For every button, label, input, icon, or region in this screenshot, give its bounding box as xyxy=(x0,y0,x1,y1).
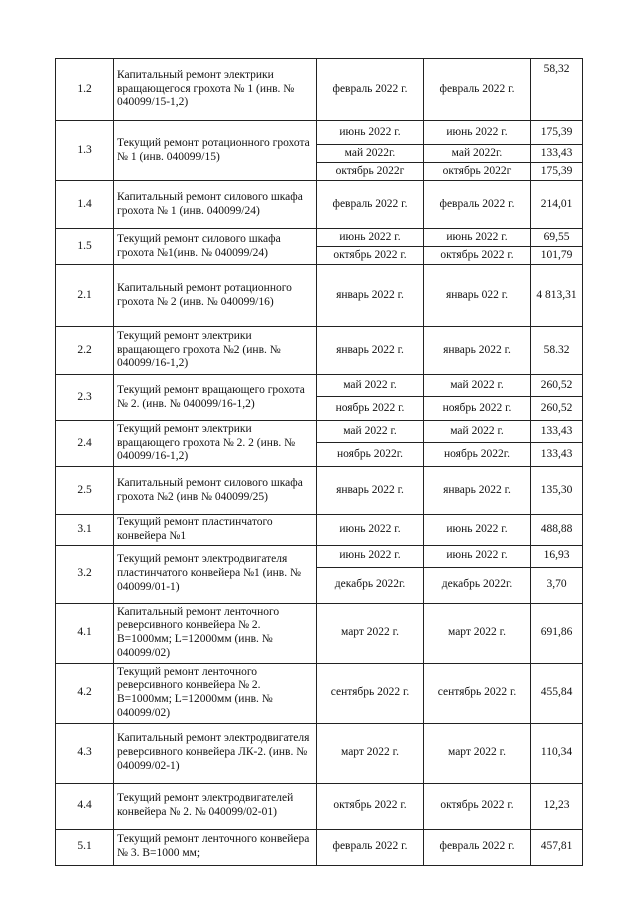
start-date: май 2022 г. xyxy=(317,421,424,443)
cost-value: 4 813,31 xyxy=(531,265,583,327)
row-number: 1.2 xyxy=(56,59,114,121)
table-row xyxy=(56,181,583,229)
table-row xyxy=(56,121,583,145)
end-date: июнь 2022 г. xyxy=(424,545,531,567)
work-description: Текущий ремонт вращающего грохота № 2. (инв. № 040099/16-1,2) xyxy=(114,375,317,421)
start-date: февраль 2022 г. xyxy=(317,829,424,865)
start-date: январь 2022 г. xyxy=(317,467,424,515)
cost-value: 135,30 xyxy=(531,467,583,515)
work-description: Капитальный ремонт электрики вращающегося грохота № 1 (инв. № 040099/15-1,2) xyxy=(114,59,317,121)
cost-value: 260,52 xyxy=(531,397,583,421)
row-number: 1.3 xyxy=(56,121,114,181)
start-date: октябрь 2022 г. xyxy=(317,247,424,265)
cost-value: 12,23 xyxy=(531,783,583,829)
end-date: февраль 2022 г. xyxy=(424,59,531,121)
row-number: 3.1 xyxy=(56,515,114,546)
table-row xyxy=(56,603,583,663)
end-date: июнь 2022 г. xyxy=(424,121,531,145)
table-row xyxy=(56,327,583,375)
row-number: 4.3 xyxy=(56,723,114,783)
work-description: Текущий ремонт ленточного реверсивного конвейера № 2. В=1000мм; L=12000мм (инв. № 040099/02) xyxy=(114,663,317,723)
row-number: 4.1 xyxy=(56,603,114,663)
start-date: январь 2022 г. xyxy=(317,327,424,375)
table-row xyxy=(56,723,583,783)
start-date: июнь 2022 г. xyxy=(317,121,424,145)
end-date: январь 2022 г. xyxy=(424,467,531,515)
work-description: Текущий ремонт электродвигателя пластинчатого конвейера №1 (инв. № 040099/01-1) xyxy=(114,545,317,603)
start-date: декабрь 2022г. xyxy=(317,567,424,603)
table-row xyxy=(56,421,583,443)
table-body xyxy=(56,59,583,866)
cost-value: 133,43 xyxy=(531,145,583,163)
work-description: Капитальный ремонт ротационного грохота № 2 (инв. № 040099/16) xyxy=(114,265,317,327)
table-row xyxy=(56,783,583,829)
row-number: 4.4 xyxy=(56,783,114,829)
work-description: Текущий ремонт электрики вращающего грохота №2 (инв. № 040099/16-1,2) xyxy=(114,327,317,375)
end-date: март 2022 г. xyxy=(424,603,531,663)
start-date: октябрь 2022 г. xyxy=(317,783,424,829)
end-date: январь 2022 г. xyxy=(424,327,531,375)
cost-value: 58.32 xyxy=(531,327,583,375)
work-description: Текущий ремонт электродвигателей конвейера № 2. № 040099/02-01) xyxy=(114,783,317,829)
repair-schedule-table xyxy=(55,58,583,866)
start-date: октябрь 2022г xyxy=(317,163,424,181)
cost-value: 16,93 xyxy=(531,545,583,567)
end-date: февраль 2022 г. xyxy=(424,181,531,229)
cost-value: 69,55 xyxy=(531,229,583,247)
row-number: 2.5 xyxy=(56,467,114,515)
work-description: Текущий ремонт ротационного грохота № 1 (инв. 040099/15) xyxy=(114,121,317,181)
cost-value: 455,84 xyxy=(531,663,583,723)
cost-value: 133,43 xyxy=(531,421,583,443)
cost-value: 175,39 xyxy=(531,121,583,145)
row-number: 2.2 xyxy=(56,327,114,375)
start-date: февраль 2022 г. xyxy=(317,59,424,121)
row-number: 2.3 xyxy=(56,375,114,421)
row-number: 2.1 xyxy=(56,265,114,327)
start-date: июнь 2022 г. xyxy=(317,545,424,567)
cost-value: 488,88 xyxy=(531,515,583,546)
start-date: ноябрь 2022 г. xyxy=(317,397,424,421)
work-description: Капитальный ремонт ленточного реверсивного конвейера № 2. В=1000мм; L=12000мм (инв. № 040099/02) xyxy=(114,603,317,663)
end-date: июнь 2022 г. xyxy=(424,229,531,247)
start-date: март 2022 г. xyxy=(317,723,424,783)
work-description: Капитальный ремонт электродвигателя реверсивного конвейера ЛК-2. (инв. № 040099/02-1) xyxy=(114,723,317,783)
cost-value: 58,32 xyxy=(531,59,583,121)
cost-value: 214,01 xyxy=(531,181,583,229)
table-row xyxy=(56,467,583,515)
start-date: июнь 2022 г. xyxy=(317,515,424,546)
start-date: январь 2022 г. xyxy=(317,265,424,327)
work-description: Текущий ремонт электрики вращающего грохота № 2. 2 (инв. № 040099/16-1,2) xyxy=(114,421,317,467)
start-date: март 2022 г. xyxy=(317,603,424,663)
end-date: май 2022г. xyxy=(424,145,531,163)
work-description: Текущий ремонт пластинчатого конвейера №1 xyxy=(114,515,317,546)
table-row xyxy=(56,663,583,723)
table-row xyxy=(56,229,583,247)
table-row xyxy=(56,59,583,121)
table-row xyxy=(56,545,583,567)
start-date: май 2022г. xyxy=(317,145,424,163)
end-date: октябрь 2022 г. xyxy=(424,783,531,829)
cost-value: 3,70 xyxy=(531,567,583,603)
row-number: 3.2 xyxy=(56,545,114,603)
row-number: 5.1 xyxy=(56,829,114,865)
start-date: ноябрь 2022г. xyxy=(317,443,424,467)
end-date: ноябрь 2022г. xyxy=(424,443,531,467)
table-row xyxy=(56,265,583,327)
end-date: март 2022 г. xyxy=(424,723,531,783)
cost-value: 101,79 xyxy=(531,247,583,265)
table-row xyxy=(56,829,583,865)
end-date: июнь 2022 г. xyxy=(424,515,531,546)
end-date: январь 022 г. xyxy=(424,265,531,327)
cost-value: 260,52 xyxy=(531,375,583,397)
start-date: сентябрь 2022 г. xyxy=(317,663,424,723)
cost-value: 691,86 xyxy=(531,603,583,663)
cost-value: 175,39 xyxy=(531,163,583,181)
work-description: Капитальный ремонт силового шкафа грохота № 1 (инв. 040099/24) xyxy=(114,181,317,229)
end-date: сентябрь 2022 г. xyxy=(424,663,531,723)
end-date: май 2022 г. xyxy=(424,421,531,443)
row-number: 1.4 xyxy=(56,181,114,229)
end-date: май 2022 г. xyxy=(424,375,531,397)
work-description: Текущий ремонт ленточного конвейера № 3. В=1000 мм; xyxy=(114,829,317,865)
cost-value: 457,81 xyxy=(531,829,583,865)
end-date: ноябрь 2022 г. xyxy=(424,397,531,421)
end-date: октябрь 2022г xyxy=(424,163,531,181)
cost-value: 110,34 xyxy=(531,723,583,783)
work-description: Капитальный ремонт силового шкафа грохота №2 (инв № 040099/25) xyxy=(114,467,317,515)
table-row xyxy=(56,515,583,546)
start-date: июнь 2022 г. xyxy=(317,229,424,247)
table-row xyxy=(56,375,583,397)
row-number: 1.5 xyxy=(56,229,114,265)
cost-value: 133,43 xyxy=(531,443,583,467)
end-date: октябрь 2022 г. xyxy=(424,247,531,265)
start-date: май 2022 г. xyxy=(317,375,424,397)
start-date: февраль 2022 г. xyxy=(317,181,424,229)
end-date: декабрь 2022г. xyxy=(424,567,531,603)
row-number: 2.4 xyxy=(56,421,114,467)
row-number: 4.2 xyxy=(56,663,114,723)
work-description: Текущий ремонт силового шкафа грохота №1(инв. № 040099/24) xyxy=(114,229,317,265)
end-date: февраль 2022 г. xyxy=(424,829,531,865)
